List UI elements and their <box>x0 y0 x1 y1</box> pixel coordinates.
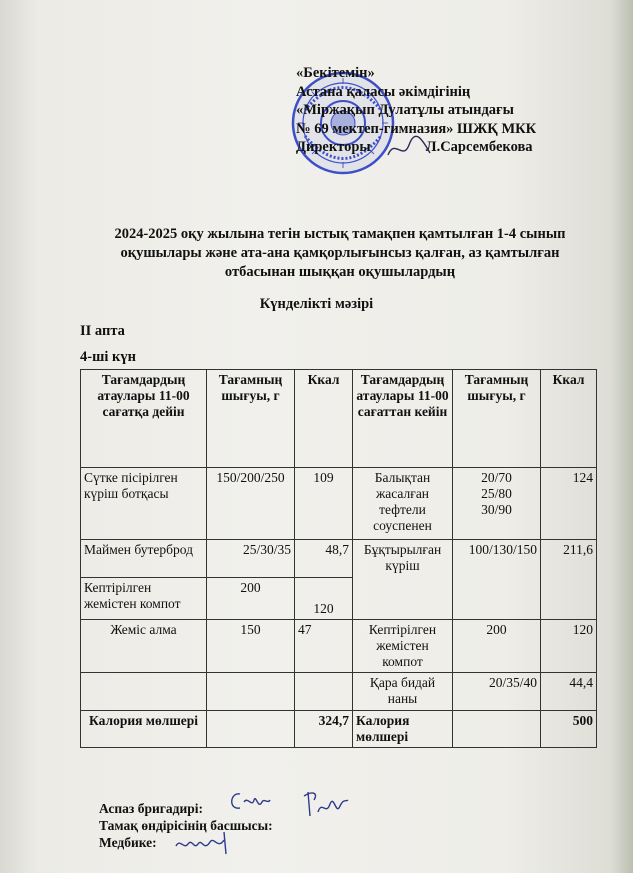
nurse-label: Медбике: <box>99 835 157 850</box>
cell-empty <box>207 673 295 711</box>
cell-dish-after: Бұқтырылған күріш <box>353 540 453 620</box>
cell-dish-after: Кептірілген жемістен компот <box>353 620 453 673</box>
cell-dish-after: Қара бидай наны <box>353 673 453 711</box>
header-yield-before: Тағамның шығуы, г <box>207 370 295 468</box>
header-kcal-before: Ккал <box>295 370 353 468</box>
cell-kcal-after: 124 <box>541 468 597 540</box>
day-label: 4-ші күн <box>80 349 136 365</box>
director-signature <box>385 133 433 163</box>
chef-signature <box>226 788 272 816</box>
header-dish-after: Тағамдардың атаулары 11-00 сағаттан кейін <box>353 370 453 468</box>
header-kcal-after: Ккал <box>541 370 597 468</box>
cell-empty <box>295 673 353 711</box>
cell-yield-before: 150/200/250 <box>207 468 295 540</box>
total-label-before: Калория мөлшері <box>81 711 207 748</box>
cell-yield-before: 150 <box>207 620 295 673</box>
cell-kcal-after: 211,6 <box>541 540 597 620</box>
cell-yield-after: 20/35/40 <box>453 673 541 711</box>
director-label: Директоры <box>296 139 371 155</box>
cell-kcal-after: 120 <box>541 620 597 673</box>
total-label-after: Калория мөлшері <box>353 711 453 748</box>
cell-empty <box>207 711 295 748</box>
header-yield-after: Тағамның шығуы, г <box>453 370 541 468</box>
cell-dish-before: Сүтке пісірілген күріш ботқасы <box>81 468 207 540</box>
table-header-row <box>81 370 597 468</box>
head-signature <box>300 786 350 826</box>
cell-dish-before: Кептірілген жемістен компот <box>81 578 207 620</box>
heading-line-2: оқушылары және ата-ана қамқорлығынсыз қалған, аз қамтылған <box>120 245 560 261</box>
cell-empty <box>81 673 207 711</box>
cell-yield-after: 100/130/150 <box>453 540 541 620</box>
yield-after-lines: 20/70 25/80 30/90 <box>481 470 512 517</box>
table-total-row <box>81 711 597 748</box>
cell-kcal-before: 109 <box>295 468 353 540</box>
document-heading <box>60 225 620 282</box>
cell-dish-before: Маймен бутерброд <box>81 540 207 578</box>
approval-line-4: № 69 мектеп-гимназия» ШЖҚ МКК <box>296 120 537 137</box>
total-kcal-after: 500 <box>541 711 597 748</box>
cell-yield-before: 25/30/35 <box>207 540 295 578</box>
production-head-label: Тамақ өндірісінің басшысы: <box>99 818 273 833</box>
table-row <box>81 673 597 711</box>
approval-line-2: Астана қаласы әкімдігінің <box>296 83 471 100</box>
page-edge-shadow <box>611 0 633 873</box>
cell-yield-after <box>453 468 541 540</box>
cell-yield-before: 200 <box>207 578 295 620</box>
cell-kcal-before: 47 <box>295 620 353 673</box>
cell-dish-after: Балықтан жасалған тефтели соуспенен <box>353 468 453 540</box>
nurse-signature <box>170 828 234 858</box>
total-kcal-before: 324,7 <box>295 711 353 748</box>
heading-line-3: отбасынан шыққан оқушылардың <box>224 264 456 280</box>
header-dish-before: Тағамдардың атаулары 11-00 сағатқа дейін <box>81 370 207 468</box>
menu-table <box>80 369 597 748</box>
cell-empty <box>453 711 541 748</box>
cell-dish-before: Жеміс алма <box>81 620 207 673</box>
cell-kcal-before: 120 <box>295 578 353 620</box>
chef-label: Аспаз бригадирі: <box>99 801 204 816</box>
cell-yield-after: 200 <box>453 620 541 673</box>
cell-kcal-before: 48,7 <box>295 540 353 578</box>
table-row <box>81 540 597 578</box>
approval-line-1: «Бекітемін» <box>296 65 375 81</box>
cell-kcal-after: 44,4 <box>541 673 597 711</box>
director-name: Л.Сарсембекова <box>425 139 533 155</box>
menu-title: Күнделікті мәзірі <box>259 296 374 312</box>
table-row <box>81 620 597 673</box>
table-row <box>81 468 597 540</box>
approval-line-3: «Міржақып Дулатұлы атындағы <box>296 102 514 118</box>
week-label: II апта <box>80 323 125 339</box>
heading-line-1: 2024-2025 оқу жылына тегін ыстық тамақпен қамтылған 1-4 сынып <box>114 226 566 242</box>
